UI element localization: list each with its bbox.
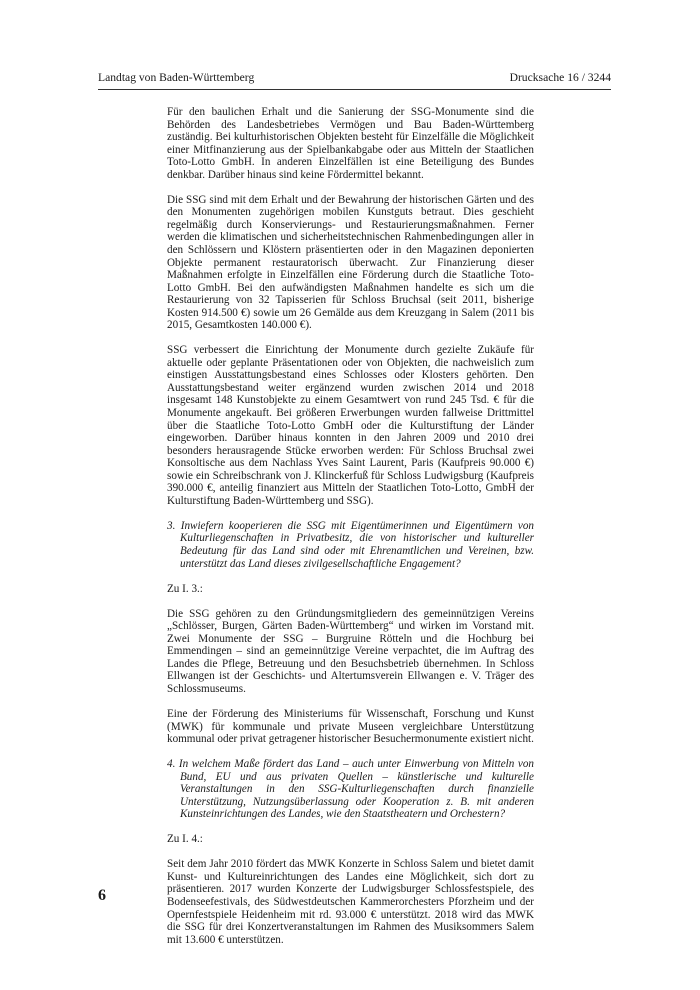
question-4: 4. In welchem Maße fördert das Land – auch unter Einwerbung von Mitteln von Bund, EU und aus privaten Quellen – künstlerische und kulturelle Veranstaltungen in den SSG-Kulturliegenschaften durch finanzielle Unterstützung, Nutzungsüberlassung oder Kooperation z. B. mit anderen Kunsteinrichtungen des Landes, wie den Staatstheatern und Orchestern? [167,758,534,821]
answer-label-4: Zu I. 4.: [167,833,203,846]
header-rule [98,89,611,90]
body-paragraph: Die SSG gehören zu den Gründungsmitgliedern des gemeinnützigen Vereins „Schlösser, Burgen, Gärten Baden-Württemberg“ und wirken im Vorstand mit. Zwei Monumente der SSG – Burgruine Rötteln und die Hochburg bei Emmendingen – sind an gemeinnützige Vereine verpachtet, die im Auftrag des Landes die Pflege, Betreuung und den Besuchsbetrieb übernehmen. In Schloss Ellwangen ist der Geschichts- und Altertumsverein Ellwangen e. V. Träger des Schlossmuseums. [167,607,534,695]
body-paragraph: Die SSG sind mit dem Erhalt und der Bewahrung der historischen Gärten und des den Monumenten zugehörigen mobilen Kunstguts betraut. Dies geschieht regelmäßig durch Konservierungs- und Restaurierungsmaßnahmen. Ferner werden die klimatischen und sicherheitstechnischen Rahmenbedingungen aller in den Schlössern und Klöstern präsentierten oder in den Magazinen deponierten Objekte permanent restauratorisch überwacht. Zur Finanzierung dieser Maßnahmen erfolgte in Einzelfällen eine Förderung durch die Staatliche Toto-Lotto GmbH. Bei den aufwändigsten Maßnahmen handelte es sich um die Restaurierung von 32 Tapisserien für Schloss Bruchsal (seit 2011, bisherige Kosten 914.500 €) sowie um 26 Gemälde aus dem Kreuzgang in Salem (2011 bis 2015, Gesamtkosten 140.000 €). [167,193,534,332]
answer-label-3: Zu I. 3.: [167,582,203,595]
document-body [167,106,534,959]
document-number: Drucksache 16 / 3244 [509,71,611,84]
body-paragraph: Für den baulichen Erhalt und die Sanierung der SSG-Monumente sind die Behörden des Landesbetriebes Vermögen und Bau Baden-Württemberg zuständig. Bei kulturhistorischen Objekten besteht für Einzelfälle die Möglichkeit einer Mitfinanzierung aus der Spielbankabgabe oder aus Mitteln der Staatlichen Toto-Lotto GmbH. In anderen Einzelfällen ist eine Beteiligung des Bundes denkbar. Darüber hinaus sind keine Fördermittel bekannt. [167,106,534,181]
page-number: 6 [98,887,106,904]
body-paragraph: Seit dem Jahr 2010 fördert das MWK Konzerte in Schloss Salem und bietet damit Kunst- und Kultureinrichtungen des Landes eine Möglichkeit, sich dort zu präsentieren. 2017 wurden Konzerte der Ludwigsburger Schlossfestspiele, des Bodenseefestivals, des Südwestdeutschen Kammerorchesters Pforzheim und der Opernfestspiele Heidenheim mit rd. 93.000 € unterstützt. 2018 wird das MWK die SSG für drei Konzertveranstaltungen im Rahmen des Musiksommers Salem mit 13.600 € unterstützen. [167,858,534,946]
header-title: Landtag von Baden-Württemberg [98,71,255,84]
body-paragraph: Eine der Förderung des Ministeriums für Wissenschaft, Forschung und Kunst (MWK) für kommunale und private Museen vergleichbare Unterstützung kommunal oder privat getragener historischer Besuchermonumente existiert nicht. [167,707,534,746]
body-paragraph: SSG verbessert die Einrichtung der Monumente durch gezielte Zukäufe für aktuelle oder geplante Präsentationen oder von Objekten, die nachweislich zum einstigen Ausstattungsbestand eines Schlosses oder Klosters gehörten. Den Ausstattungsbestand weiter ergänzend wurden zwischen 2014 und 2018 insgesamt 148 Kunstobjekte zu einem Gesamtwert von rund 245 Tsd. € für die Monumente angekauft. Bei größeren Erwerbungen wurden fallweise Drittmittel über die Staatliche Toto-Lotto GmbH oder die Kulturstiftung der Länder eingeworben. Darüber hinaus konnten in den Jahren 2009 und 2010 drei besonders herausragende Stücke erworben werden: Für Schloss Bruchsal zwei Konsoltische aus dem Nachlass Yves Saint Laurent, Paris (Kaufpreis 90.000 €) sowie ein Schreibschrank von J. Klinckerfuß für Schloss Ludwigsburg (Kaufpreis 390.000 €, anteilig finanziert aus Mitteln der Staatlichen Toto-Lotto, GmbH der Kulturstiftung Baden-Württemberg und SSG). [167,344,534,507]
question-3: 3. Inwiefern kooperieren die SSG mit Eigentümerinnen und Eigentümern von Kulturliegenschaften in Privatbesitz, die von historischer und kultureller Bedeutung für das Land sind oder mit Ehrenamtlichen und Vereinen, bzw. unterstützt das Land dieses zivilgesellschaftliche Engagement? [167,519,534,570]
